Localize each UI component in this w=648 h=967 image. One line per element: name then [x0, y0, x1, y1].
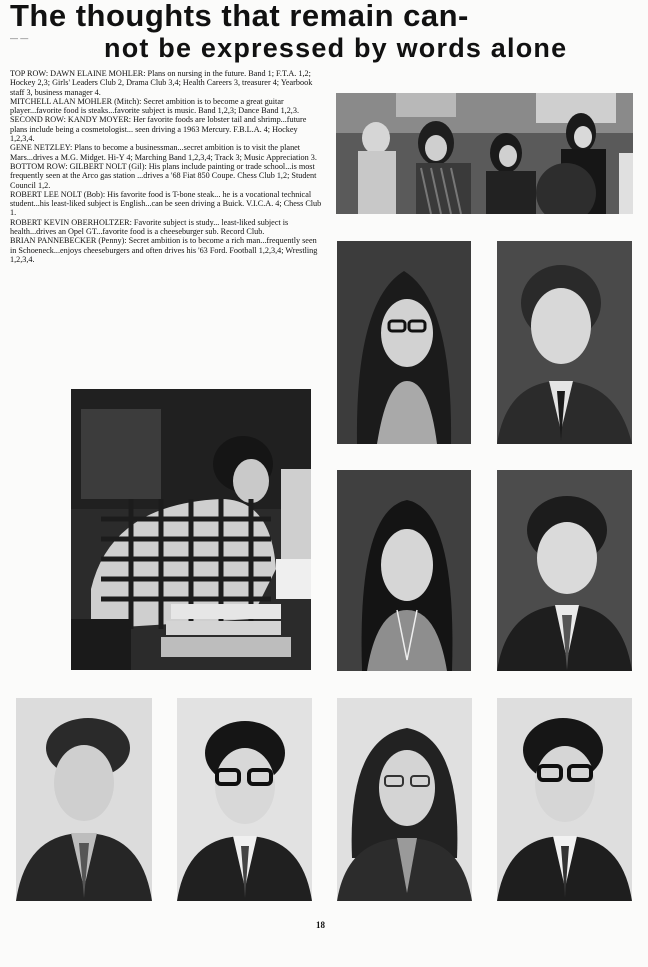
- portrait-brian-pannebecker: [497, 698, 632, 901]
- caption-paragraph: GENE NETZLEY: Plans to become a businessman...secret ambition is to visit the planet Mars...drives a M.G. Midget. Hi-Y 4; Marching Band 1,2,3,4; Track 3; Music Appreciation 3.: [10, 143, 317, 162]
- headline-dash-mark: — —: [10, 34, 29, 43]
- headline-line-1: The thoughts that remain can-: [10, 0, 469, 33]
- portrait-gene-netzley: [497, 470, 632, 671]
- caption-paragraph: SECOND ROW: KANDY MOYER: Her favorite foods are lobster tail and shrimp...future plans include being a cosmetologist... seen driving a 1963 Mercury. F.B.L.A. 4; Hockey 1,2,3,4.: [10, 115, 307, 144]
- caption-paragraph: ROBERT KEVIN OBERHOLTZER: Favorite subject is study... least-liked subject is health...drives an Opel GT...favorite food is a cheeseburger sub. Record Club.: [10, 217, 289, 237]
- caption-block: [10, 69, 322, 264]
- portrait-gilbert-nolt: [16, 698, 152, 901]
- classroom-group-photo: [336, 93, 633, 214]
- page-number: 18: [316, 920, 325, 930]
- student-at-desk-photo: [71, 389, 311, 670]
- caption-paragraph: ROBERT LEE NOLT (Bob): His favorite food is T-bone steak... he is a vocational technical student...his least-liked subject is English...can be seen driving a Buick. V.I.C.A. 4; Chess Club 1.: [10, 189, 322, 218]
- caption-paragraph: BRIAN PANNEBECKER (Penny): Secret ambition is to become a rich man...frequently seen in Schoeneck...enjoys cheeseburgers and often drives his '63 Ford. Football 1,2,3,4; Wrestling 1,2,3,4.: [10, 236, 318, 264]
- portrait-mitchell-alan-mohler: [497, 241, 632, 444]
- headline-line-2: not be expressed by words alone: [104, 33, 568, 63]
- portrait-robert-kevin-oberholtzer: [337, 698, 472, 901]
- portrait-dawn-elaine-mohler: [337, 241, 471, 444]
- caption-paragraph: TOP ROW: DAWN ELAINE MOHLER: Plans on nursing in the future. Band 1; F.T.A. 1,2; Hockey 2,3; Girls' Leaders Club 2, Drama Club 3,4; Health Careers 3, treasurer 4; Yearbook staff 3, business manager 4.: [10, 69, 313, 97]
- portrait-robert-lee-nolt: [177, 698, 312, 901]
- caption-paragraph: BOTTOM ROW: GILBERT NOLT (Gil): His plans include painting or trade school...is most frequently seen at the Arco gas station ...drives a '68 Fiat 850 Coupe. Chess Club 1,2; Student Council 1,2.: [10, 161, 317, 190]
- portrait-kandy-moyer: [337, 470, 471, 671]
- caption-paragraph: MITCHELL ALAN MOHLER (Mitch): Secret ambition is to become a great guitar player...favorite food is steaks...favorite subject is music. Band 1,2,3; Dance Band 1,2,3.: [10, 96, 299, 116]
